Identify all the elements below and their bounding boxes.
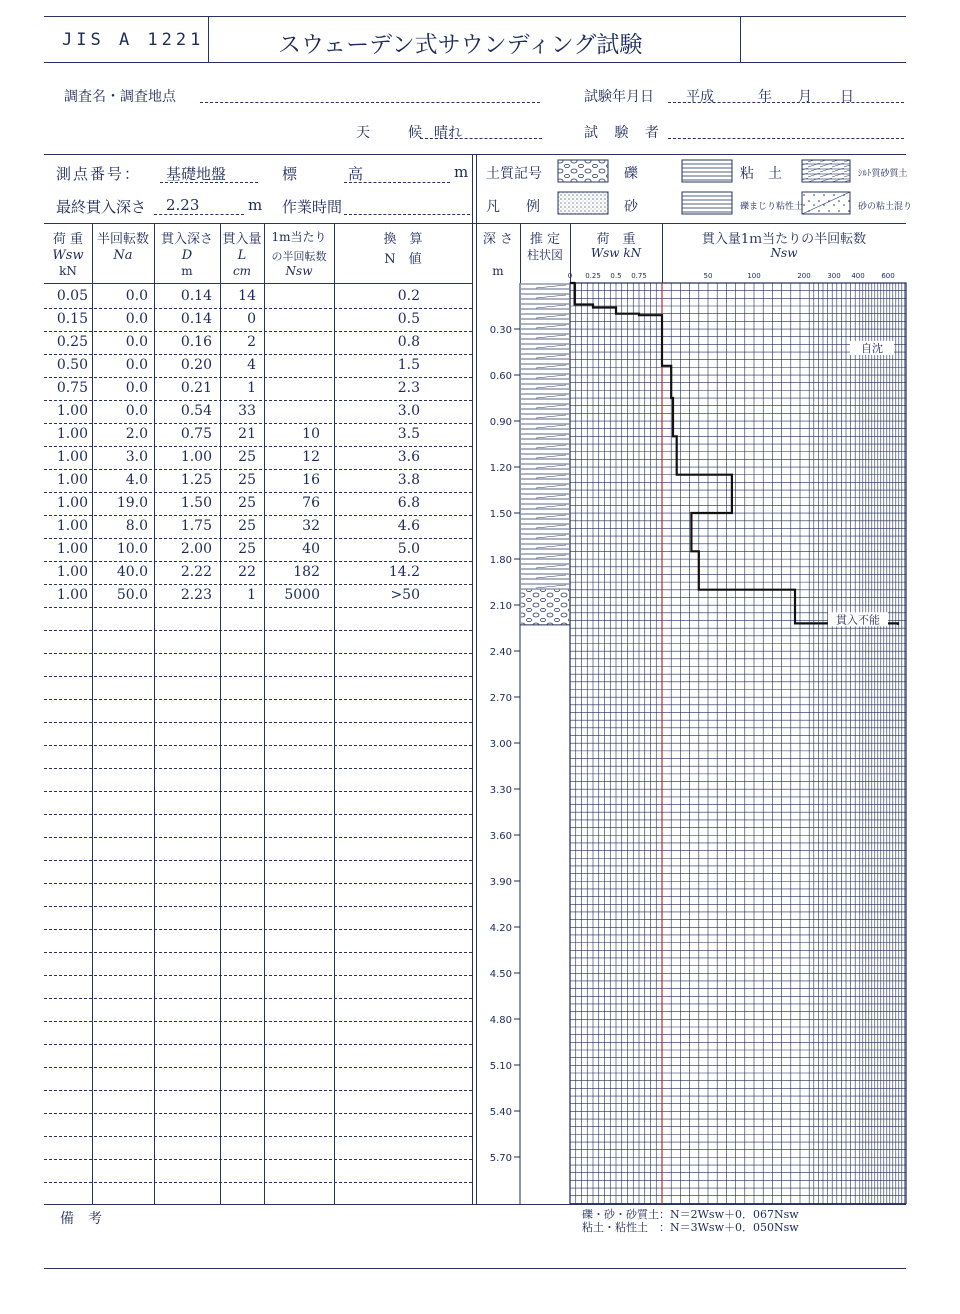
cell-na: 2.0 xyxy=(125,426,148,442)
day-label: 日 xyxy=(840,89,854,105)
row-separator xyxy=(44,584,472,585)
nsw-tick-label: 100 xyxy=(747,272,761,280)
chart-nsw-header: 貫入量1ｍ当たりの半回転数 xyxy=(701,232,867,247)
work-time-field[interactable] xyxy=(344,214,470,215)
depth-tick-label: 1.20 xyxy=(489,463,512,474)
depth-tick-label: 1.80 xyxy=(489,555,512,566)
chart-depth-unit: m xyxy=(492,264,504,278)
cell-wsw: 1.00 xyxy=(56,495,88,511)
cell-d: 0.54 xyxy=(180,403,212,419)
footer-bottom-line xyxy=(44,1268,906,1269)
row-separator xyxy=(44,837,472,838)
column-divider xyxy=(334,223,335,1204)
chart-nsw-header-2: Nsw xyxy=(770,246,798,260)
cell-wsw: 0.50 xyxy=(56,357,88,373)
soil-layer-clay xyxy=(521,283,569,590)
legend-clay: 粘 土 xyxy=(740,166,782,182)
cell-na: 8.0 xyxy=(125,518,148,534)
cell-wsw: 0.15 xyxy=(56,311,88,327)
cell-l: 25 xyxy=(238,472,256,488)
soil-legend xyxy=(556,158,913,220)
formula-sandy: 礫・砂・砂質土：N＝2Wsw＋0．067Nsw xyxy=(582,1208,799,1221)
cell-l: 4 xyxy=(247,357,256,373)
col-na-1: 半回転数 xyxy=(96,232,149,247)
point-field[interactable] xyxy=(160,182,258,183)
cell-wsw: 0.05 xyxy=(56,288,88,304)
cell-na: 0.0 xyxy=(125,311,148,327)
cell-n: 3.0 xyxy=(397,403,420,419)
legend-gravelly-clay: 礫まじり粘性土 xyxy=(740,202,804,212)
cell-wsw: 1.00 xyxy=(56,403,88,419)
cell-n: >50 xyxy=(390,587,420,603)
row-separator xyxy=(44,630,472,631)
col-l-1: 貫入量 xyxy=(222,232,262,247)
row-separator xyxy=(44,377,472,378)
depth-tick-label: 2.40 xyxy=(489,647,512,658)
chart-column-header: 推 定 xyxy=(529,232,561,247)
col-n-2: N 値 xyxy=(384,252,422,267)
chart-load-header: 荷 重 xyxy=(596,232,636,247)
footer-top-line xyxy=(44,1204,906,1205)
cell-na: 10.0 xyxy=(116,541,148,557)
cell-d: 1.75 xyxy=(180,518,212,534)
depth-tick-label: 3.60 xyxy=(489,831,512,842)
cell-n: 1.5 xyxy=(397,357,420,373)
row-separator xyxy=(44,446,472,447)
col-na-2: Na xyxy=(113,248,133,263)
depth-tick-label: 1.50 xyxy=(489,509,512,520)
standard-code: JIS A 1221 xyxy=(62,30,205,50)
row-separator xyxy=(44,607,472,608)
elevation-label: 標 高 xyxy=(282,165,382,183)
annotation-self-sinking: 自沈 xyxy=(861,341,883,355)
col-l-2: L xyxy=(237,248,247,263)
sand-swatch xyxy=(558,192,608,214)
cell-d: 2.23 xyxy=(180,587,212,603)
cell-d: 2.22 xyxy=(180,564,212,580)
weather-value: 晴れ xyxy=(434,125,462,141)
final-depth-field[interactable] xyxy=(154,214,244,215)
cell-l: 21 xyxy=(238,426,256,442)
row-separator xyxy=(44,1182,472,1183)
legend-gravel: 礫 xyxy=(624,166,638,182)
cell-l: 2 xyxy=(247,334,256,350)
legend-silt: ｼﾙﾄ質砂質土 xyxy=(858,169,908,179)
row-separator xyxy=(44,768,472,769)
main-divider xyxy=(472,154,473,1204)
cell-l: 1 xyxy=(247,587,256,603)
cell-l: 25 xyxy=(238,495,256,511)
final-depth-unit: m xyxy=(248,196,263,214)
row-separator xyxy=(44,331,472,332)
row-separator xyxy=(44,998,472,999)
col-l-3: cm xyxy=(232,264,252,278)
cell-d: 0.16 xyxy=(180,334,212,350)
nsw-tick-label: 300 xyxy=(827,272,841,280)
header-divider xyxy=(208,16,209,62)
legend-sandy-clay: 砂の粘土混り xyxy=(858,202,913,212)
row-separator xyxy=(44,561,472,562)
cell-nsw: 5000 xyxy=(284,587,320,603)
row-separator xyxy=(44,1090,472,1091)
col-d-2: D xyxy=(181,248,193,263)
depth-tick-label: 4.80 xyxy=(489,1015,512,1026)
row-separator xyxy=(44,975,472,976)
cell-nsw: 16 xyxy=(302,472,320,488)
cell-l: 0 xyxy=(247,311,256,327)
header-bottom-line xyxy=(44,62,906,63)
col-d-3: m xyxy=(181,264,193,278)
col-nsw-3: Nsw xyxy=(285,264,313,278)
row-separator xyxy=(44,492,472,493)
col-nsw-1: 1m当たり xyxy=(271,230,327,244)
cell-na: 0.0 xyxy=(125,288,148,304)
weather-label: 天 候 xyxy=(356,125,434,141)
cell-d: 1.50 xyxy=(180,495,212,511)
cell-na: 4.0 xyxy=(125,472,148,488)
cell-l: 14 xyxy=(238,288,256,304)
col-load-3: kN xyxy=(59,264,77,278)
test-date-field[interactable] xyxy=(668,102,904,103)
gravelly-clay-swatch xyxy=(682,192,732,214)
final-depth-value: 2.23 xyxy=(166,196,200,214)
cell-na: 0.0 xyxy=(125,380,148,396)
nsw-tick-label: 200 xyxy=(797,272,811,280)
final-depth-label: 最終貫入深さ xyxy=(56,198,147,216)
chart-column-header-2: 柱状図 xyxy=(526,248,563,262)
cell-n: 4.6 xyxy=(397,518,420,534)
cell-na: 0.0 xyxy=(125,357,148,373)
elevation-unit: m xyxy=(454,163,469,181)
cell-n: 6.8 xyxy=(397,495,420,511)
point-value: 基礎地盤 xyxy=(166,165,227,183)
table-top-line xyxy=(44,223,906,224)
cell-n: 0.8 xyxy=(397,334,420,350)
test-date-label: 試験年月日 xyxy=(584,89,654,105)
nsw-tick-label: 600 xyxy=(881,272,895,280)
depth-tick-label: 4.20 xyxy=(489,923,512,934)
depth-tick-label: 0.60 xyxy=(489,371,512,382)
cell-wsw: 1.00 xyxy=(56,587,88,603)
cell-l: 22 xyxy=(238,564,256,580)
cell-d: 0.14 xyxy=(180,288,212,304)
depth-tick-label: 4.50 xyxy=(489,969,512,980)
info-divider xyxy=(44,154,906,155)
silt-swatch xyxy=(802,160,850,182)
cell-na: 50.0 xyxy=(116,587,148,603)
load-tick-label: 0.5 xyxy=(610,272,622,280)
survey-name-label: 調査名・調査地点 xyxy=(64,89,176,105)
cell-wsw: 1.00 xyxy=(56,541,88,557)
header-bottom-rule xyxy=(44,283,472,284)
row-separator xyxy=(44,860,472,861)
header-top-line xyxy=(44,16,906,17)
cell-d: 0.75 xyxy=(180,426,212,442)
row-separator xyxy=(44,814,472,815)
header-divider xyxy=(740,16,741,62)
cell-l: 33 xyxy=(238,403,256,419)
cell-wsw: 0.75 xyxy=(56,380,88,396)
cell-wsw: 1.00 xyxy=(56,472,88,488)
cell-n: 3.8 xyxy=(397,472,420,488)
depth-tick-label: 5.70 xyxy=(489,1153,512,1164)
col-d-1: 貫入深さ xyxy=(160,232,213,247)
cell-n: 3.6 xyxy=(397,449,420,465)
row-separator xyxy=(44,791,472,792)
cell-d: 2.00 xyxy=(180,541,212,557)
col-nsw-2: の半回転数 xyxy=(271,250,327,263)
row-separator xyxy=(44,929,472,930)
elevation-field[interactable] xyxy=(344,182,450,183)
row-separator xyxy=(44,515,472,516)
soil-layer-gravel xyxy=(521,590,569,625)
depth-tick-label: 0.30 xyxy=(489,325,512,336)
depth-tick-label: 0.90 xyxy=(489,417,512,428)
work-time-label: 作業時間 xyxy=(282,198,343,216)
cell-l: 25 xyxy=(238,518,256,534)
legend-sand: 砂 xyxy=(624,199,638,215)
load-tick-label: 0.75 xyxy=(631,272,647,280)
column-divider xyxy=(264,223,265,1204)
cell-nsw: 40 xyxy=(302,541,320,557)
row-separator xyxy=(44,1021,472,1022)
cell-na: 0.0 xyxy=(125,403,148,419)
row-separator xyxy=(44,1113,472,1114)
row-separator xyxy=(44,745,472,746)
cell-nsw: 12 xyxy=(302,449,320,465)
year-label: 年 xyxy=(758,89,772,105)
row-separator xyxy=(44,469,472,470)
cell-wsw: 1.00 xyxy=(56,449,88,465)
row-separator xyxy=(44,883,472,884)
cell-d: 0.20 xyxy=(180,357,212,373)
soil-symbol-label: 土質記号 xyxy=(486,166,542,182)
cell-d: 0.21 xyxy=(180,380,212,396)
depth-tick-label: 3.00 xyxy=(489,739,512,750)
cell-nsw: 182 xyxy=(293,564,320,580)
weather-field[interactable] xyxy=(420,138,542,139)
load-tick-label: 0 xyxy=(567,272,573,280)
sounding-chart xyxy=(476,262,908,1204)
remarks-label: 備 考 xyxy=(60,1211,102,1227)
tester-label: 試 験 者 xyxy=(584,125,665,141)
load-tick-label: 0.25 xyxy=(585,272,601,280)
chart-load-header-2: Wsw kN xyxy=(590,246,642,260)
row-separator xyxy=(44,699,472,700)
point-label: 測点番号： xyxy=(56,165,142,183)
row-separator xyxy=(44,1159,472,1160)
cell-na: 19.0 xyxy=(116,495,148,511)
cell-nsw: 32 xyxy=(302,518,320,534)
survey-name-field[interactable] xyxy=(200,102,540,103)
cell-na: 0.0 xyxy=(125,334,148,350)
row-separator xyxy=(44,423,472,424)
gravel-swatch xyxy=(558,160,608,182)
cell-l: 1 xyxy=(247,380,256,396)
row-separator xyxy=(44,1044,472,1045)
depth-tick-label: 5.10 xyxy=(489,1061,512,1072)
nsw-tick-label: 50 xyxy=(703,272,713,280)
depth-tick-label: 2.70 xyxy=(489,693,512,704)
cell-wsw: 1.00 xyxy=(56,564,88,580)
row-separator xyxy=(44,722,472,723)
cell-nsw: 10 xyxy=(302,426,320,442)
formula-clayey: 粘土・粘性土 ：N＝3Wsw＋0．050Nsw xyxy=(582,1221,799,1234)
cell-n: 14.2 xyxy=(388,564,420,580)
row-separator xyxy=(44,1136,472,1137)
row-separator xyxy=(44,906,472,907)
cell-nsw: 76 xyxy=(302,495,320,511)
row-separator xyxy=(44,308,472,309)
cell-n: 0.2 xyxy=(397,288,420,304)
row-separator xyxy=(44,400,472,401)
cell-d: 0.14 xyxy=(180,311,212,327)
cell-na: 40.0 xyxy=(116,564,148,580)
col-load-1: 荷 重 xyxy=(52,232,84,247)
annotation-refusal: 貫入不能 xyxy=(836,613,880,627)
row-separator xyxy=(44,676,472,677)
cell-d: 1.25 xyxy=(180,472,212,488)
depth-tick-label: 2.10 xyxy=(489,601,512,612)
row-separator xyxy=(44,538,472,539)
col-load-2: Wsw xyxy=(52,248,84,263)
chart-depth-header: 深 さ xyxy=(482,232,514,247)
cell-n: 3.5 xyxy=(397,426,420,442)
depth-tick-label: 3.30 xyxy=(489,785,512,796)
row-separator xyxy=(44,952,472,953)
cell-wsw: 0.25 xyxy=(56,334,88,350)
cell-l: 25 xyxy=(238,449,256,465)
cell-wsw: 1.00 xyxy=(56,518,88,534)
legend-label: 凡 例 xyxy=(486,199,546,215)
row-separator xyxy=(44,354,472,355)
cell-wsw: 1.00 xyxy=(56,426,88,442)
depth-tick-label: 3.90 xyxy=(489,877,512,888)
row-separator xyxy=(44,1067,472,1068)
cell-l: 25 xyxy=(238,541,256,557)
page-title: スウェーデン式サウンディング試験 xyxy=(278,32,643,58)
depth-tick-label: 5.40 xyxy=(489,1107,512,1118)
cell-n: 0.5 xyxy=(397,311,420,327)
col-n-1: 換 算 xyxy=(383,232,423,247)
nsw-tick-label: 400 xyxy=(851,272,865,280)
test-date-era: 平成 xyxy=(686,89,714,105)
month-label: 月 xyxy=(798,89,812,105)
cell-d: 1.00 xyxy=(180,449,212,465)
cell-na: 3.0 xyxy=(125,449,148,465)
tester-field[interactable] xyxy=(668,138,904,139)
row-separator xyxy=(44,653,472,654)
cell-n: 2.3 xyxy=(397,380,420,396)
clay-swatch xyxy=(682,160,732,182)
cell-n: 5.0 xyxy=(397,541,420,557)
